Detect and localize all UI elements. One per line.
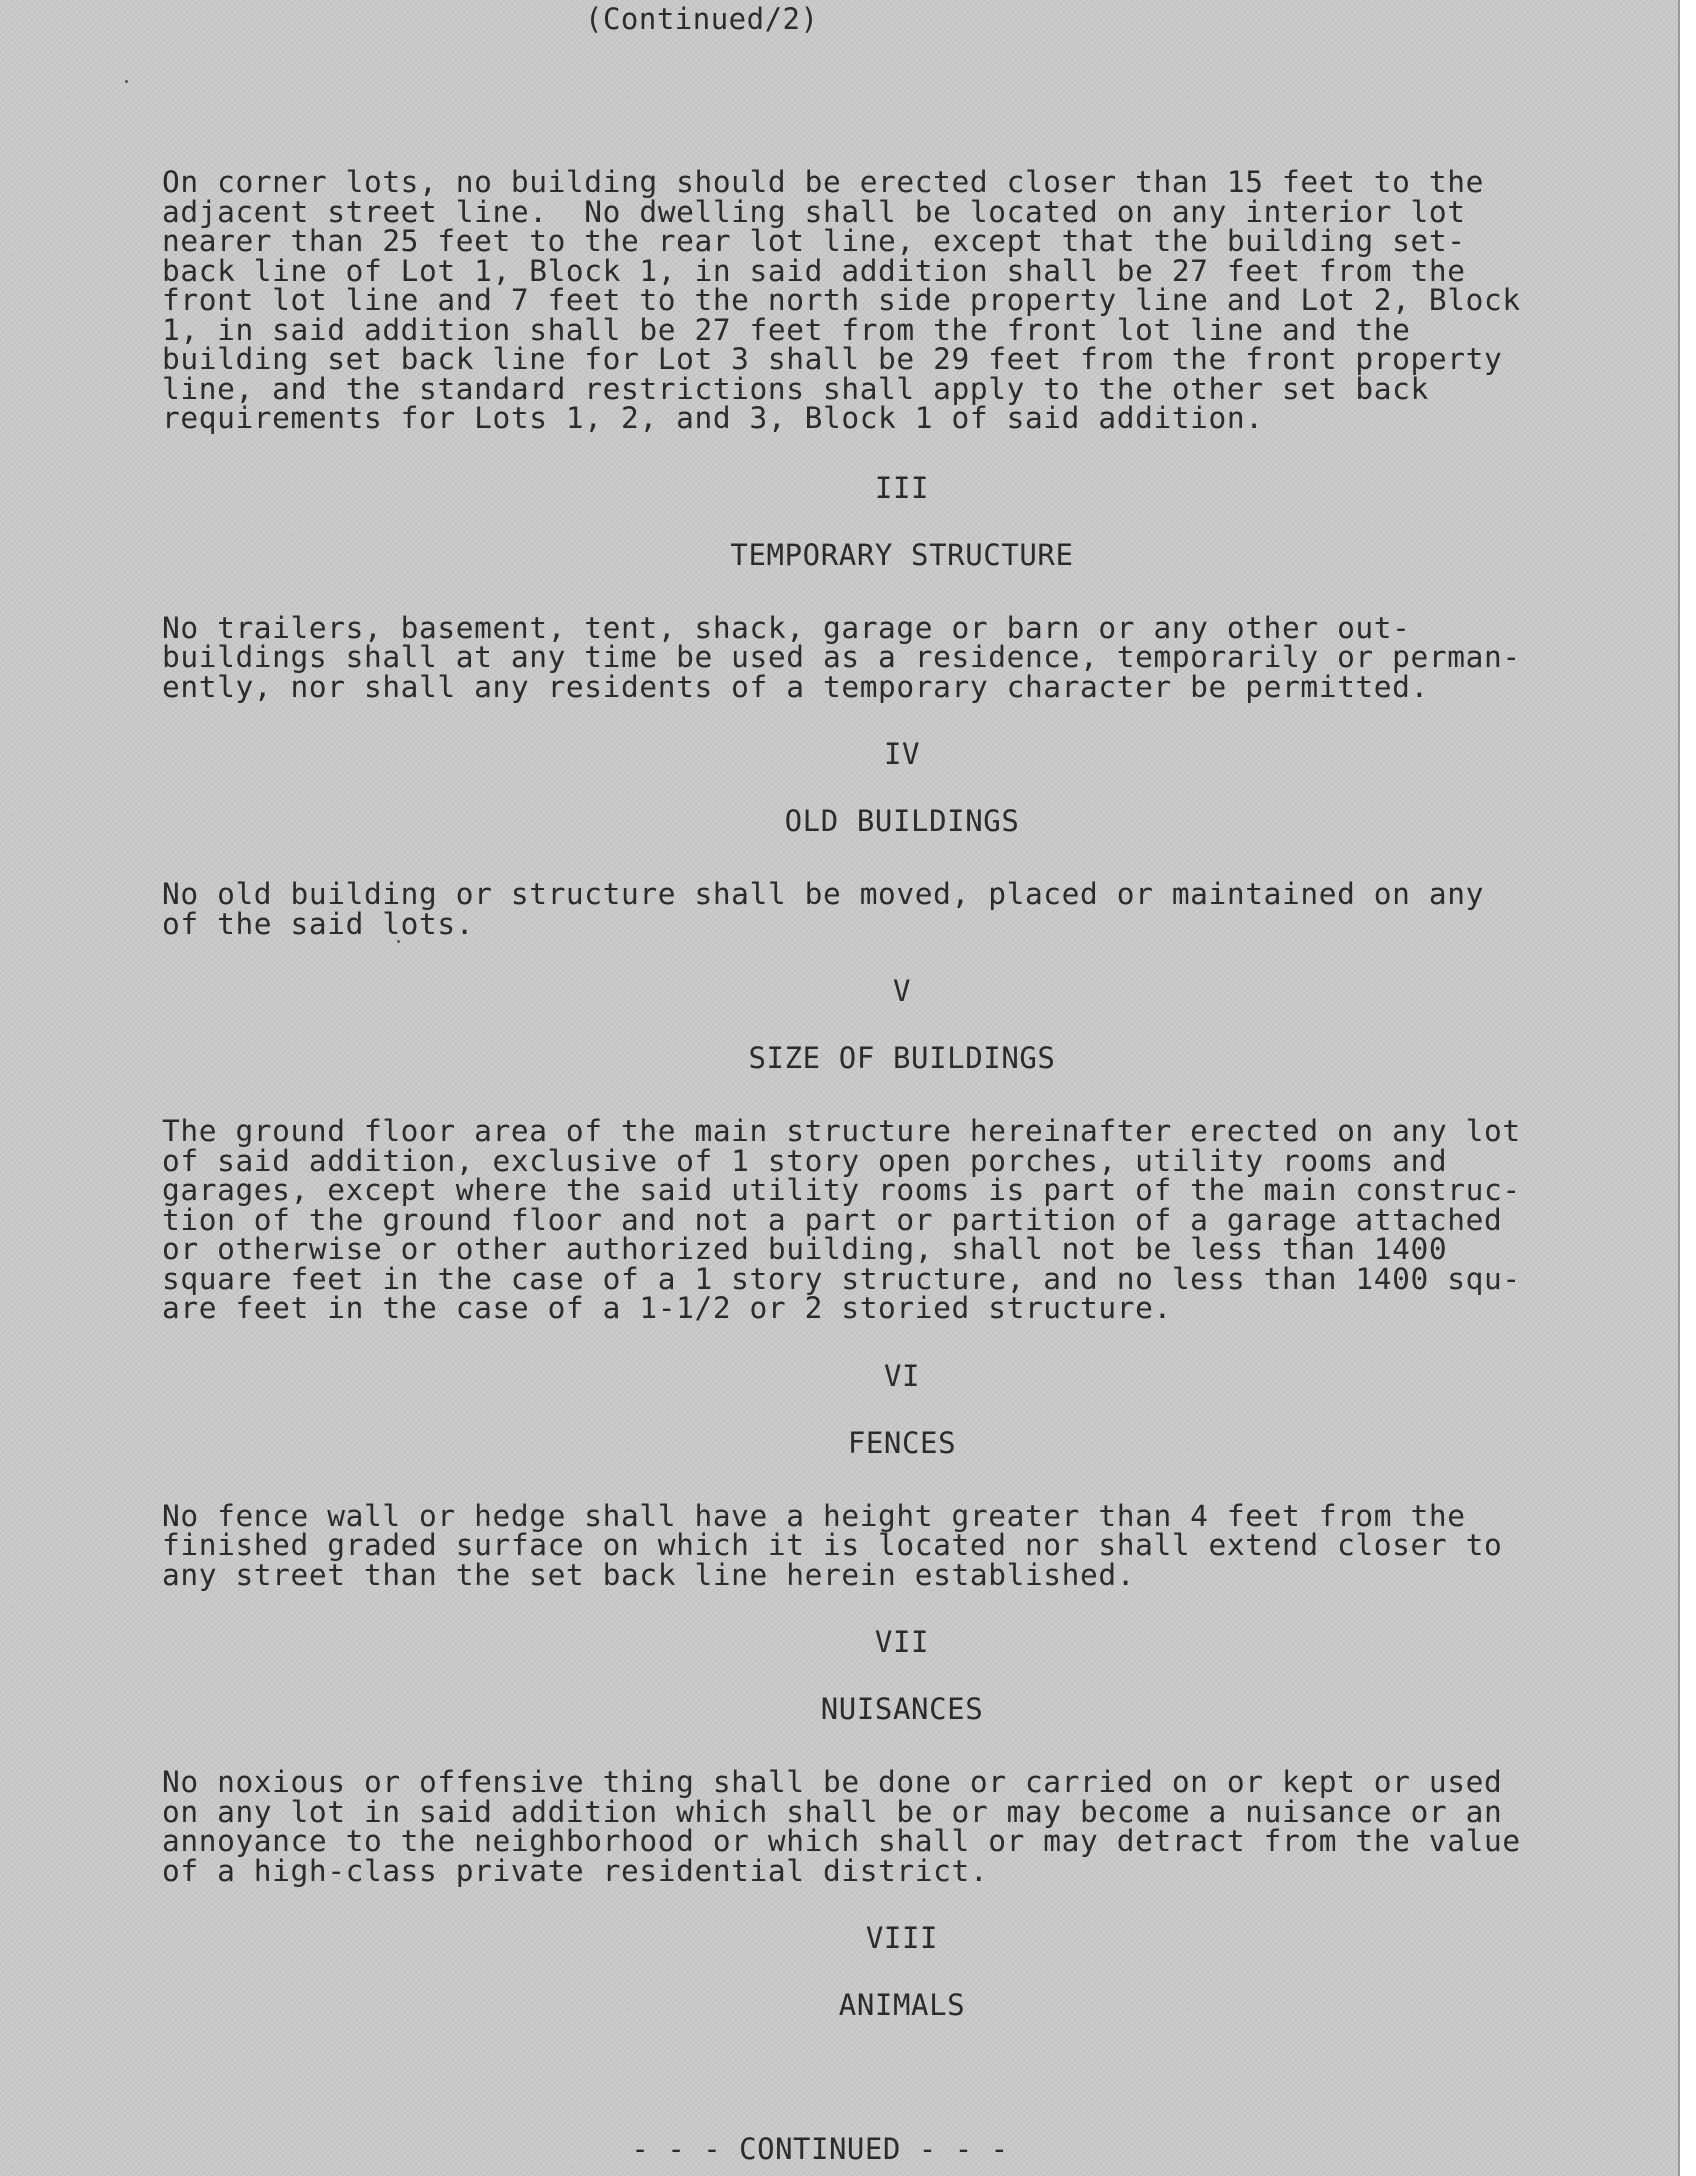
section-numeral-iii: III bbox=[874, 470, 930, 505]
scan-speck bbox=[125, 80, 128, 83]
section-numeral-iv: IV bbox=[883, 737, 921, 771]
section-heading-animals: ANIMALS bbox=[838, 1988, 966, 2022]
section-body-old-buildings: No old building or structure shall be moved, placed or maintained on any of the said lots. bbox=[162, 877, 1484, 941]
section-heading-size-of-buildings: SIZE OF BUILDINGS bbox=[748, 1041, 1056, 1075]
section-body-temporary-structure: No trailers, basement, tent, shack, garage or barn or any other out- buildings shall at any time be used as a residence, temporarily or perman- ently, nor shall any residents of a temporary character be permitted. bbox=[162, 610, 1521, 704]
section-numeral-viii: VIII bbox=[865, 1921, 939, 1955]
section-heading-temporary-structure: TEMPORARY STRUCTURE bbox=[730, 537, 1074, 572]
section-heading-fences: FENCES bbox=[847, 1425, 957, 1460]
section-heading-nuisances: NUISANCES bbox=[820, 1692, 984, 1726]
section-numeral-v: V bbox=[892, 974, 912, 1008]
continued-footer: - - - CONTINUED - - - bbox=[631, 2132, 1009, 2166]
intro-paragraph: On corner lots, no building should be erected closer than 15 feet to the adjacent street line. No dwelling shall be located on any interior lot nearer than 25 feet to the rear lot line, except that the building set- back line of Lot 1, Block 1, in said addition shall be 27 feet from the front lot line and 7 feet to the north side property line and Lot 2, Block 1, in said addition shall be 27 feet from the front lot line and the building set back line for Lot 3 shall be 29 feet from the front property line, and the standard restrictions shall apply to the other set back requirements for Lots 1, 2, and 3, Block 1 of said addition. bbox=[162, 165, 1521, 435]
section-body-size-of-buildings: The ground floor area of the main structure hereinafter erected on any lot of said addition, exclusive of 1 story open porches, utility rooms and garages, except where the said utility rooms is part of the main construc- tion of the ground floor and not a part or partition of a garage attached or otherwise or other authorized building, shall not be less than 1400 square feet in the case of a 1 story structure, and no less than 1400 squ- are feet in the case of a 1-1/2 or 2 storied structure. bbox=[162, 1114, 1521, 1325]
continued-header: (Continued/2) bbox=[585, 2, 819, 36]
section-body-nuisances: No noxious or offensive thing shall be done or carried on or kept or used on any lot in said addition which shall be or may become a nuisance or an annoyance to the neighborhood or which shall or may detract from the value of a high-class private residential district. bbox=[162, 1765, 1521, 1888]
section-numeral-vii: VII bbox=[874, 1625, 930, 1659]
section-body-fences: No fence wall or hedge shall have a height greater than 4 feet from the finished graded surface on which it is located nor shall extend closer to any street than the set back line herein established. bbox=[162, 1498, 1503, 1592]
section-numeral-vi: VI bbox=[883, 1358, 921, 1393]
document-body bbox=[162, 165, 1642, 2064]
section-heading-old-buildings: OLD BUILDINGS bbox=[784, 804, 1020, 838]
